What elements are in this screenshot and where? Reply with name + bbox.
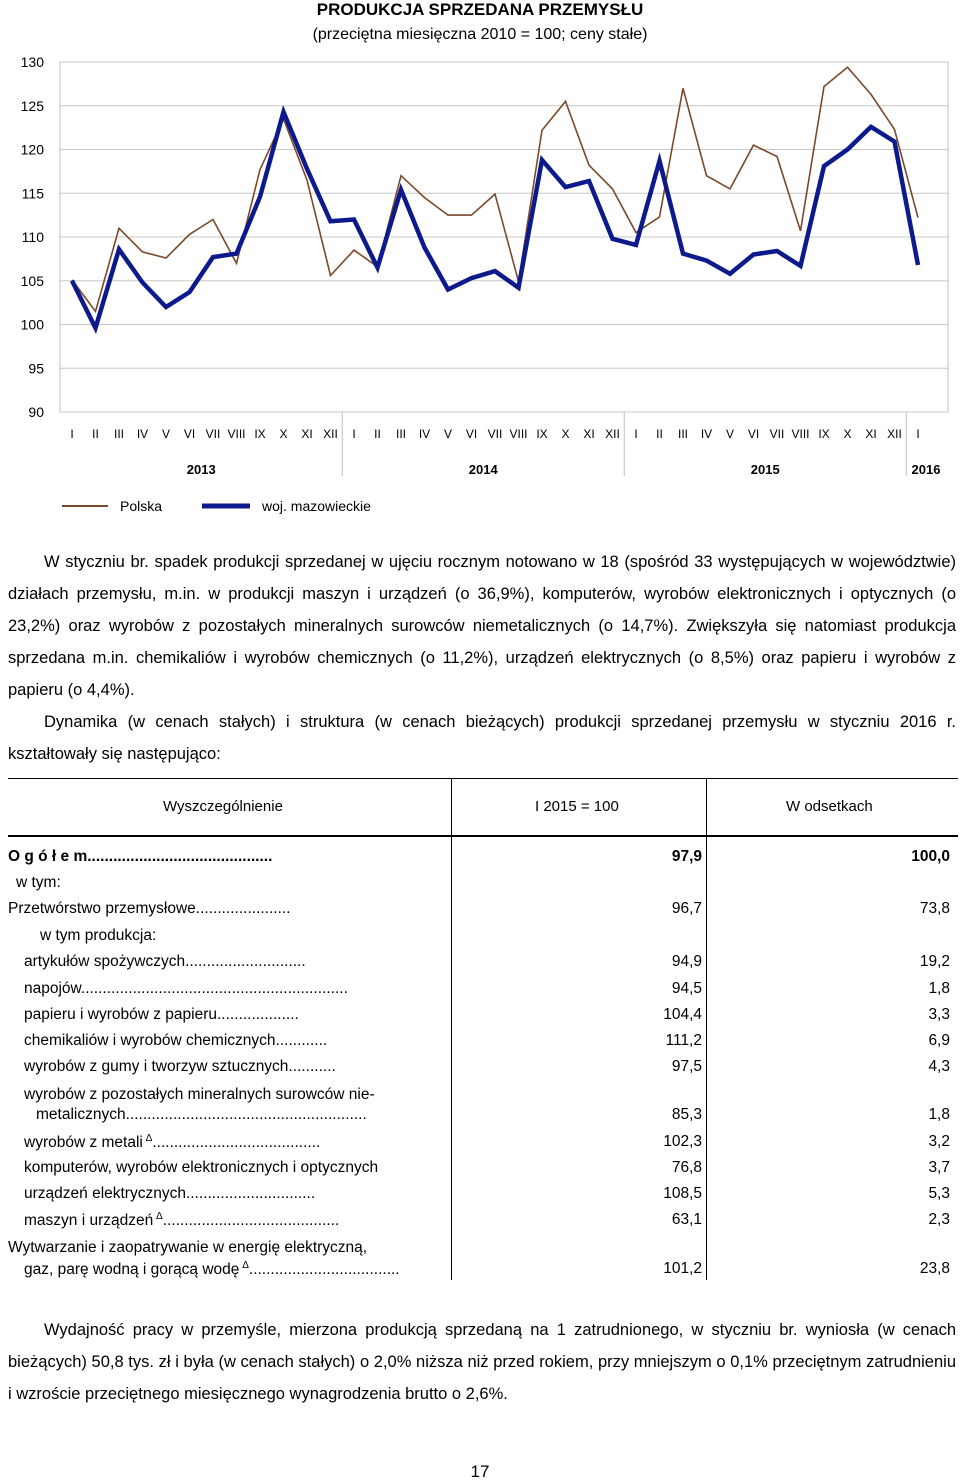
row-label: napojów..............................................................: [24, 980, 348, 997]
y-tick-label: 120: [20, 141, 44, 158]
header-description: Wyszczególnienie: [163, 798, 283, 815]
y-tick-label: 105: [20, 272, 44, 289]
x-tick-label: VIII: [791, 427, 810, 441]
legend-label-polska: Polska: [120, 498, 163, 514]
value-share: 100,0: [911, 848, 950, 865]
x-tick-label: XII: [323, 427, 338, 441]
x-tick-label: VIII: [509, 427, 528, 441]
x-tick-label: X: [279, 427, 288, 441]
value-index: 104,4: [663, 1006, 702, 1023]
table-row: [8, 953, 958, 975]
x-tick-label: III: [395, 427, 407, 441]
value-share: 3,2: [928, 1133, 950, 1150]
x-tick-label: VI: [183, 427, 196, 441]
x-tick-label: II: [92, 427, 99, 441]
table-header: [8, 778, 958, 837]
x-tick-label: X: [561, 427, 570, 441]
x-tick-label: IX: [254, 427, 266, 441]
value-share: 6,9: [928, 1032, 950, 1049]
legend-label-mazowieckie: woj. mazowieckie: [262, 498, 371, 514]
table-row: [8, 927, 958, 949]
row-label: Wytwarzanie i zaopatrywanie w energię elektryczną,: [8, 1239, 368, 1256]
paragraph-january-decline: W styczniu br. spadek produkcji sprzedanej w ujęciu rocznym notowano w 18 (spośród 33 występujących w województwie) działach przemysłu, m.in. w produkcji maszyn i urządzeń (o 36,9%), komputerów, wyrobów elektronicznych i optycznych (o 23,2%) oraz wyrobów z pozostałych mineralnych surowców niemetalicznych (o 14,7%). Zwiększyła się natomiast produkcja sprzedana m.in. chemikaliów i wyrobów chemicznych (o 11,2%), urządzeń elektrycznych (o 8,5%) oraz papieru i wyrobów z papieru (o 4,4%).: [8, 553, 956, 699]
x-tick-label: I: [352, 427, 356, 441]
value-index: 101,2: [663, 1260, 702, 1277]
row-label: wyrobów z gumy i tworzyw sztucznych...........: [24, 1058, 336, 1075]
y-tick-label: 130: [20, 54, 44, 70]
production-line-chart: [0, 40, 960, 520]
y-tick-label: 125: [20, 97, 44, 114]
value-share: 73,8: [919, 900, 950, 917]
value-share: 1,8: [928, 1106, 950, 1123]
table-row: [8, 1086, 958, 1108]
x-tick-label: XI: [865, 427, 877, 441]
value-index: 97,5: [671, 1058, 702, 1075]
row-label: w tym produkcja:: [40, 927, 157, 944]
x-tick-label: X: [843, 427, 852, 441]
x-tick-label: VIII: [227, 427, 246, 441]
value-index: 97,9: [671, 848, 702, 865]
table-row: [8, 980, 958, 1002]
x-tick-label: VI: [465, 427, 478, 441]
value-index: 85,3: [671, 1106, 702, 1123]
value-share: 4,3: [928, 1058, 950, 1075]
table-row: [8, 1159, 958, 1181]
x-tick-label: VII: [205, 427, 221, 441]
table-row: [8, 874, 958, 896]
x-tick-label: I: [916, 427, 920, 441]
year-label: 2015: [750, 462, 780, 477]
x-tick-label: III: [113, 427, 125, 441]
row-label: Przetwórstwo przemysłowe......................: [8, 900, 291, 917]
row-label: chemikaliów i wyrobów chemicznych............: [24, 1032, 328, 1049]
y-tick-label: 115: [21, 185, 44, 202]
value-index: 102,3: [663, 1133, 702, 1150]
value-share: 1,8: [928, 980, 950, 997]
x-tick-label: I: [634, 427, 638, 441]
x-tick-label: VII: [487, 427, 503, 441]
x-tick-label: V: [161, 427, 171, 441]
table-row: [8, 1185, 958, 1207]
value-index: 108,5: [663, 1185, 702, 1202]
x-tick-label: IV: [700, 427, 713, 441]
header-index: I 2015 = 100: [535, 798, 619, 815]
chart-title: PRODUKCJA SPRZEDANA PRZEMYSŁU: [316, 0, 644, 19]
row-label: maszyn i urządzeń $^\Delta$.........................................: [24, 1211, 340, 1230]
x-tick-label: XII: [887, 427, 902, 441]
x-tick-label: XII: [605, 427, 620, 441]
x-tick-label: IV: [136, 427, 149, 441]
x-tick-label: VII: [769, 427, 785, 441]
row-label: metalicznych........................................................: [36, 1106, 367, 1123]
row-label: papieru i wyrobów z papieru...................: [24, 1006, 299, 1023]
year-label: 2013: [186, 462, 216, 477]
x-tick-label: IX: [818, 427, 830, 441]
value-index: 96,7: [671, 900, 702, 917]
value-index: 94,5: [671, 980, 702, 997]
year-label: 2014: [468, 462, 498, 477]
y-tick-label: 100: [20, 316, 44, 333]
value-share: 23,8: [919, 1260, 950, 1277]
table-row: [8, 1239, 958, 1261]
paragraph-table-intro: Dynamika (w cenach stałych) i struktura (w cenach bieżących) produkcji sprzedanej przemysłu w styczniu 2016 r. kształtowały się następująco:: [8, 713, 956, 763]
header-share: W odsetkach: [786, 798, 873, 815]
table-row: [8, 1106, 958, 1128]
year-label: 2016: [911, 462, 941, 477]
table-row: [8, 1133, 958, 1155]
page-number: 17: [470, 1462, 490, 1481]
y-tick-label: 110: [21, 229, 44, 245]
table-row: [8, 1211, 958, 1233]
value-index: 63,1: [671, 1211, 702, 1228]
value-share: 3,3: [928, 1006, 950, 1023]
value-share: 19,2: [919, 953, 950, 970]
x-tick-label: IV: [418, 427, 431, 441]
x-tick-label: V: [725, 427, 735, 441]
table-row: [8, 848, 958, 870]
value-share: 3,7: [928, 1159, 950, 1176]
row-label: komputerów, wyrobów elektronicznych i optycznych: [24, 1159, 379, 1176]
row-label: wyrobów z pozostałych mineralnych surowców nie-: [24, 1086, 375, 1103]
x-tick-label: I: [70, 427, 74, 441]
row-label: wyrobów z metali $^\Delta$.......................................: [24, 1133, 321, 1152]
row-label: w tym:: [16, 874, 61, 891]
value-share: 2,3: [928, 1211, 950, 1228]
table-row: [8, 1006, 958, 1028]
row-label: O g ó ł e m...........................................: [8, 848, 273, 865]
row-label: artykułów spożywczych............................: [24, 953, 306, 970]
y-tick-label: 90: [28, 404, 44, 420]
x-tick-label: IX: [536, 427, 548, 441]
x-tick-label: VI: [747, 427, 760, 441]
paragraph-productivity: Wydajność pracy w przemyśle, mierzona produkcją sprzedaną na 1 zatrudnionego, w styczniu br. wyniosła (w cenach bieżących) 50,8 tys. zł i była (w cenach stałych) o 2,0% niższa niż przed rokiem, przy mniejszym o 0,1% przeciętnym zatrudnieniu i wzroście przeciętnego miesięcznego wynagrodzenia brutto o 2,6%.: [8, 1321, 956, 1403]
value-index: 76,8: [671, 1159, 702, 1176]
table-row: [8, 1032, 958, 1054]
value-index: 111,2: [665, 1032, 702, 1049]
value-index: 94,9: [671, 953, 702, 970]
table-row: [8, 1058, 958, 1080]
x-tick-label: II: [656, 427, 663, 441]
table-row: [8, 1260, 958, 1282]
x-tick-label: XI: [301, 427, 313, 441]
row-label: urządzeń elektrycznych..............................: [24, 1185, 316, 1202]
x-tick-label: II: [374, 427, 381, 441]
row-label: gaz, parę wodną i gorącą wodę $^\Delta$...................................: [24, 1260, 400, 1279]
value-share: 5,3: [928, 1185, 950, 1202]
x-tick-label: XI: [583, 427, 595, 441]
x-tick-label: III: [677, 427, 689, 441]
chart-subtitle: (przeciętna miesięczna 2010 = 100; ceny stałe): [312, 26, 648, 43]
x-tick-label: V: [443, 427, 453, 441]
y-tick-label: 95: [28, 360, 44, 377]
table-row: [8, 900, 958, 922]
